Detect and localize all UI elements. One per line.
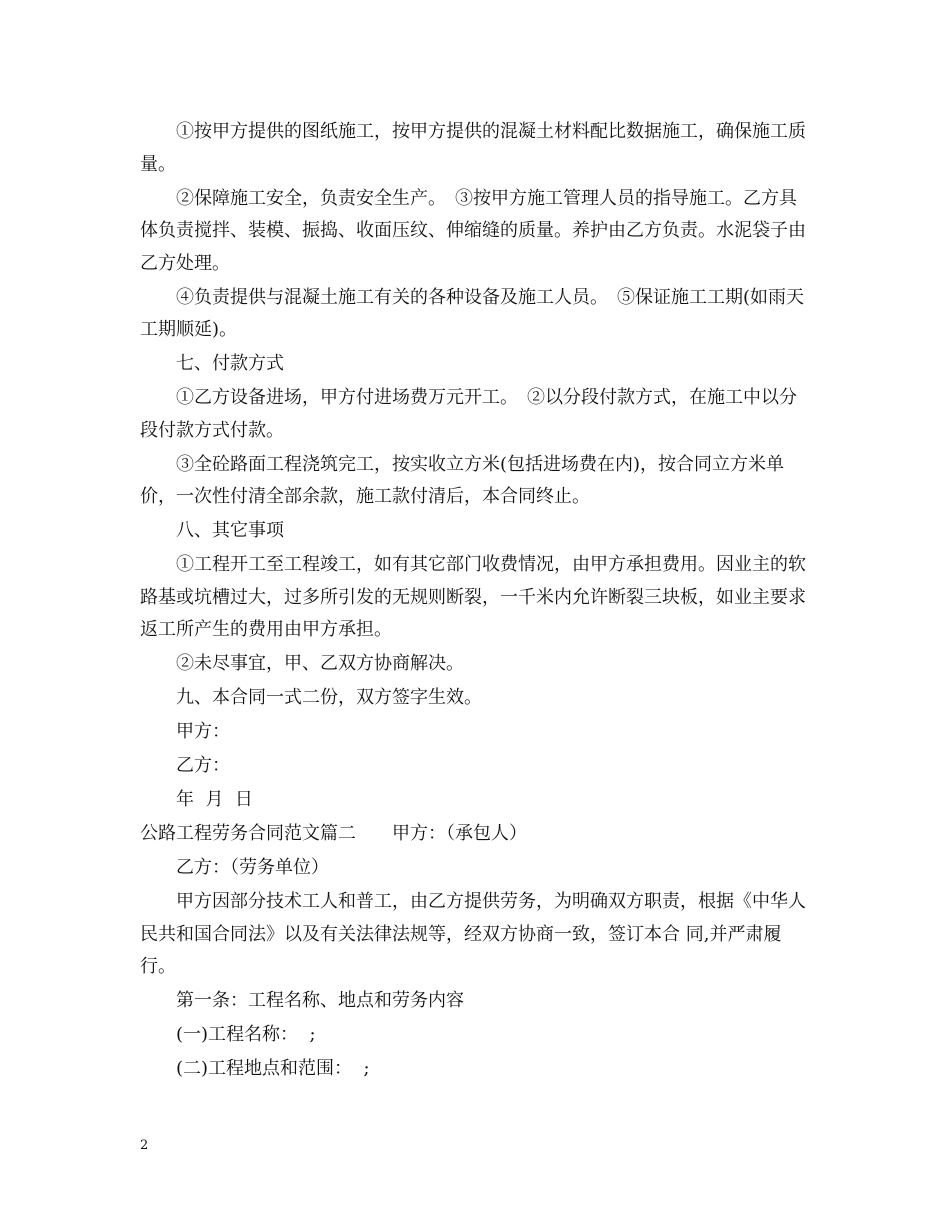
paragraph: (二)工程地点和范围： ; [176, 1058, 370, 1079]
page-number: 2 [140, 1138, 149, 1153]
paragraph: 乙方：（劳务单位） [176, 857, 329, 878]
signature-date: 年 月 日 [176, 789, 253, 810]
paragraph: (一)工程名称： ; [176, 1024, 316, 1045]
paragraph: ①乙方设备进场，甲方付进场费万元开工。 ②以分段付款方式，在施工中以分段付款方式付款。 [140, 387, 797, 441]
paragraph: ②未尽事宜，甲、乙双方协商解决。 [176, 653, 464, 674]
section-heading: 九、本合同一式二份，双方签字生效。 [176, 687, 482, 708]
section-heading: 八、其它事项 [176, 520, 284, 541]
paragraph: ①工程开工至工程竣工，如有其它部门收费情况，由甲方承担费用。因业主的软路基或坑槽过大，过多所引发的无规则断裂，一千米内允许断裂三块板，如业主要求返工所产生的费用由甲方承担。 [140, 554, 806, 640]
section-heading: 第一条：工程名称、地点和劳务内容 [176, 990, 464, 1011]
paragraph: ②保障施工安全，负责安全生产。 ③按甲方施工管理人员的指导施工。乙方具体负责搅拌、装模、振捣、收面压纹、伸缩缝的质量。养护由乙方负责。水泥袋子由乙方处理。 [140, 187, 806, 274]
paragraph: ①按甲方提供的图纸施工，按甲方提供的混凝土材料配比数据施工，确保施工质量。 [140, 121, 806, 175]
signature-party-b: 乙方： [176, 755, 230, 776]
signature-party-a: 甲方： [176, 721, 230, 742]
section-heading: 七、付款方式 [176, 353, 284, 374]
paragraph: 甲方因部分技术工人和普工，由乙方提供劳务，为明确双方职责，根据《中华人民共和国合同法》以及有关法律法规等，经双方协商一致，签订本合 同,并严肃履行。 [140, 891, 806, 977]
document-body [140, 116, 812, 1087]
article-title: 公路工程劳务合同范文篇二 甲方：（承包人） [140, 823, 527, 844]
paragraph: ③全砼路面工程浇筑完工，按实收立方米(包括进场费在内)，按合同立方米单价，一次性付清全部余款，施工款付清后，本合同终止。 [140, 453, 785, 507]
paragraph: ④负责提供与混凝土施工有关的各种设备及施工人员。 ⑤保证施工工期(如雨天工期顺延)。 [140, 286, 805, 340]
